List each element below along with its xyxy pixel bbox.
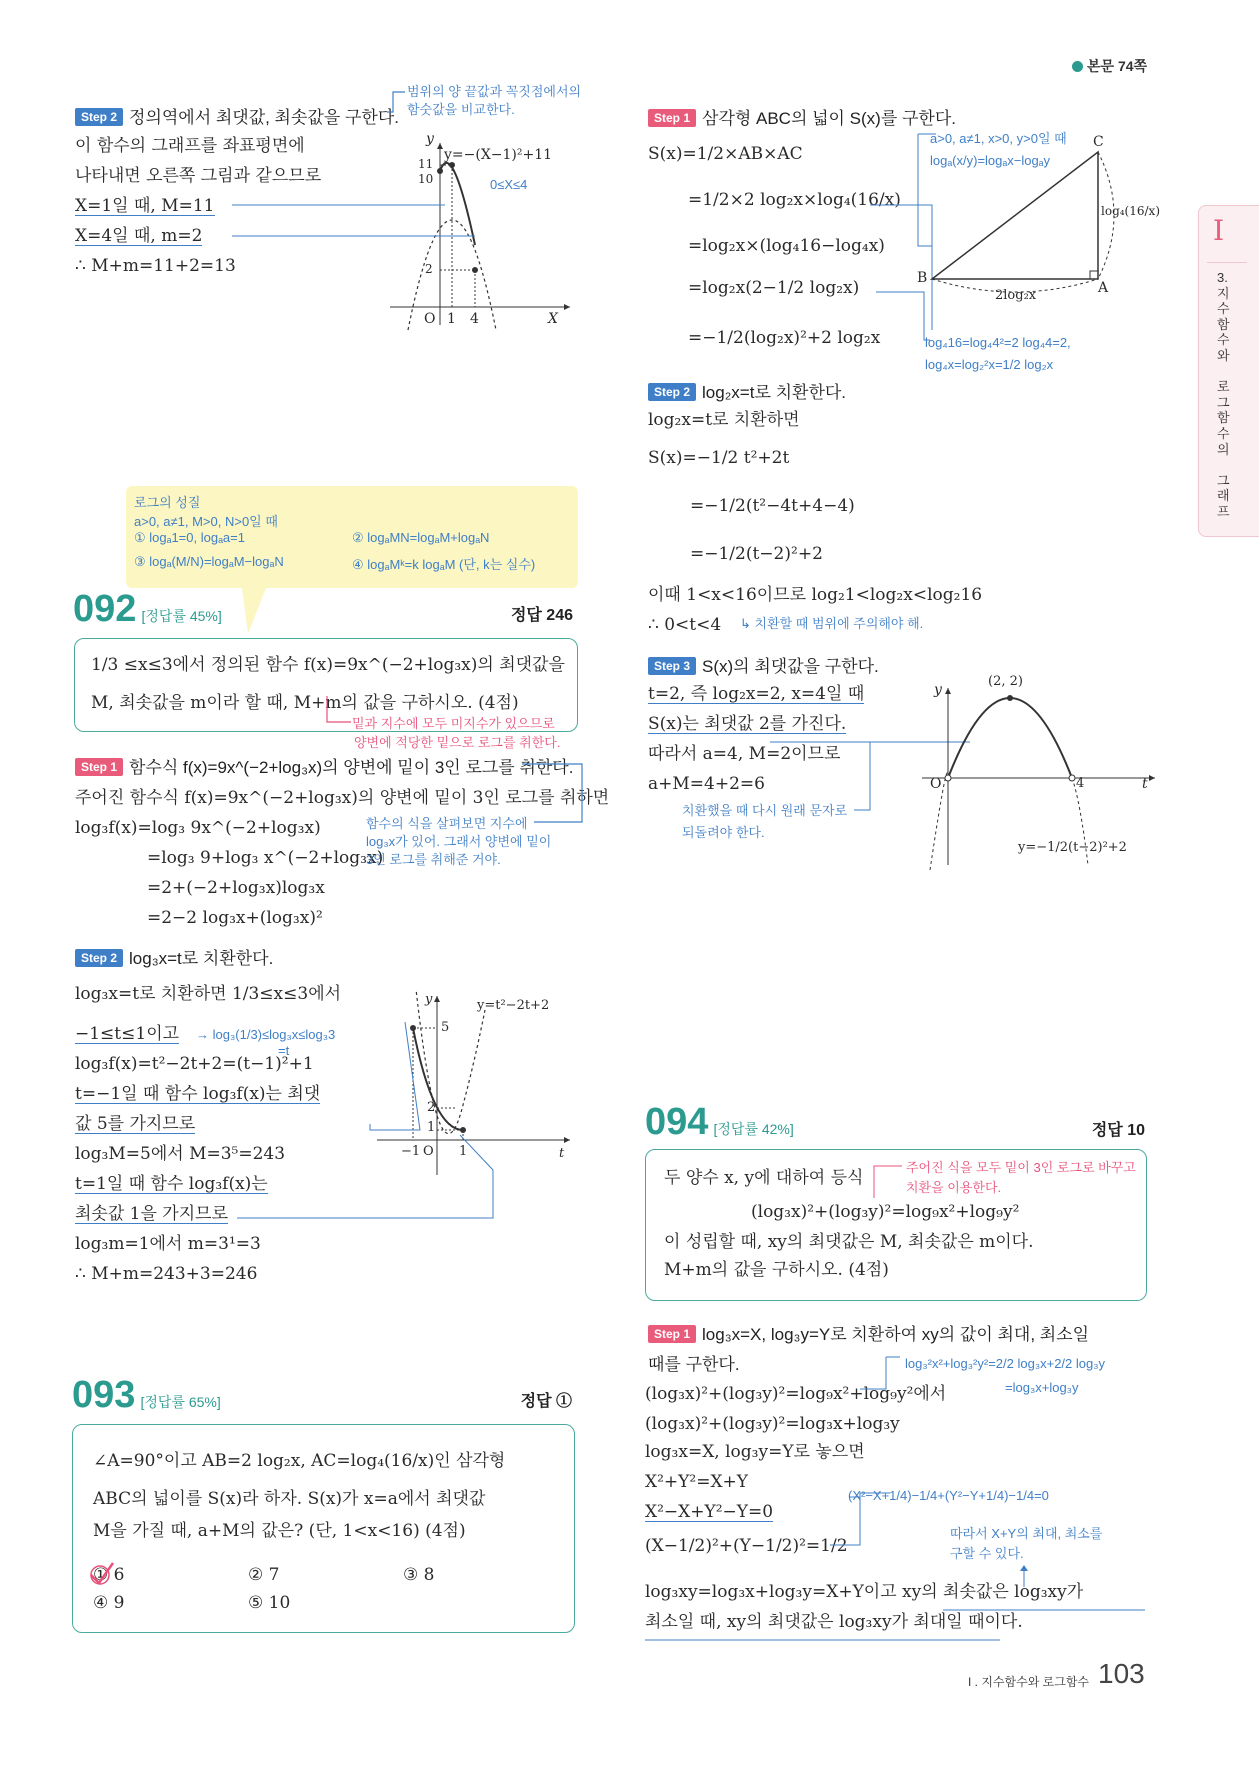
arrow-right-icon: → [196, 1027, 213, 1042]
accuracy-rate: [정답률 45%] [141, 608, 222, 624]
problem-093-box: ∠A=90°이고 AB=2 log₂x, AC=log₄(16/x)인 삼각형 ABC의 넓이를 S(x)라 하자. S(x)가 x=a에서 최댓값 M을 가질 때, a+M의 값은? (단, 1<x<16) (4점) ① 6 ② 7 ③ 8 ④ 9 ⑤ 10 [72, 1424, 575, 1633]
log-rule-note: a>0, a≠1, x>0, y>0일 때 logₐ(x/y)=logₐx−logₐy [930, 131, 1067, 168]
step-heading: Step 1 함수식 f(x)=9x^(−2+log₃x)의 양변에 밑이 3인 로그를 취한다. [75, 753, 573, 778]
connector-lines-1 [230, 170, 480, 250]
step-heading: Step 2 log₃x=t로 치환한다. [75, 944, 273, 969]
problem-094-hint: 주어진 식을 모두 밑이 3인 로그로 바꾸고 치환을 이용한다. [906, 1160, 1136, 1195]
range-note-t: =t [278, 1043, 290, 1058]
step-heading: Step 2 log₂x=t로 치환한다. [648, 378, 846, 403]
circle-icon [1072, 61, 1083, 72]
chapter-roman: I [1213, 214, 1225, 247]
step-badge: Step 1 [75, 758, 123, 776]
accuracy-rate: [정답률 42%] [713, 1121, 794, 1137]
log-value-note: log₄16=log₄4²=2 log₄4=2, log₄x=log₂²x=1/2 log₂x [925, 335, 1071, 372]
step-badge: Step 2 [75, 108, 123, 126]
problem-092-hint: 밑과 지수에 모두 미지수가 있으므로 양변에 적당한 밑으로 로그를 취한다. [352, 716, 561, 750]
range-note: → log₃(1/3)≤log₃x≤log₃3 [196, 1027, 336, 1042]
underline-decor [645, 1602, 1145, 1642]
problem-093-header [72, 1374, 572, 1417]
graph-2-labels: y 5 2 1 −1 O 1 t y=t²−2t+2 [401, 992, 565, 1161]
footer-section: I . 지수함수와 로그함수 [968, 1675, 1089, 1689]
hint-arrow [325, 694, 355, 728]
answer-label: 정답 10 [1091, 1122, 1145, 1139]
arrow-up-icon [1018, 1565, 1030, 1589]
problem-092-box: 1/3 ≤x≤3에서 정의된 함수 f(x)=9x^(−2+log₃x)의 최댓값을 M, 최솟값을 m이라 할 때, M+m의 값을 구하시오. (4점) [74, 638, 578, 732]
problem-094-box: 두 양수 x, y에 대하여 등식 (log₃x)²+(log₃y)²=log₉x²+log₉y² 이 성립할 때, xy의 최댓값은 M, 최솟값은 m이다. M+m의 값을 구하시오. (4점) [645, 1149, 1147, 1301]
choice-1[interactable]: ① 6 [93, 1565, 125, 1585]
problem-094-header [645, 1101, 1145, 1144]
step-heading: Step 1 log₃x=X, log₃y=Y로 치환하여 xy의 값이 최대, 최소일 [648, 1320, 1089, 1345]
note-arrow [520, 762, 590, 832]
note-arrow [385, 88, 409, 118]
back-substitute-note: 치환했을 때 다시 원래 문자로 되돌려야 한다. [682, 803, 848, 840]
connector-lines-4 [820, 1345, 920, 1565]
choice-2[interactable]: ② 7 [248, 1565, 280, 1585]
chapter-tab [1198, 205, 1259, 537]
checkmark-icon [87, 1561, 115, 1589]
hint-arrow [870, 1162, 910, 1202]
log-conversion-note: log₃²x²+log₃²y²=2/2 log₃x+2/2 log₃y =log₃x+log₃y [905, 1356, 1106, 1395]
step1-note: 함수의 식을 살펴보면 지수에 log₃x가 있어. 그래서 양변에 밑이 3인 로그를 취해준 거야. [366, 816, 552, 867]
step-heading: Step 3 S(x)의 최댓값을 구한다. [648, 652, 879, 677]
graph-3-labels: y (2, 2) O 4 t y=−1/2(t−2)²+2 [930, 674, 1148, 855]
choice-3[interactable]: ③ 8 [403, 1565, 435, 1585]
chapter-title: 3. 지 수 함 수 와 로 그 함 수 의 그 래 프 [1217, 270, 1230, 519]
choice-5[interactable]: ⑤ 10 [248, 1593, 291, 1613]
step-heading: Step 2 정의역에서 최댓값, 최솟값을 구한다. [75, 103, 399, 128]
step-heading: Step 1 삼각형 ABC의 넓이 S(x)를 구한다. [648, 104, 956, 129]
problem-number: 094 [645, 1101, 709, 1143]
problem-number: 092 [73, 588, 137, 630]
step-badge: Step 1 [648, 109, 696, 127]
step-badge: Step 1 [648, 1325, 696, 1343]
arrow-right-icon: ↳ [740, 616, 755, 631]
range-caution-note: ↳ 치환할 때 범위에 주의해야 해. [740, 616, 924, 631]
max-min-note: 따라서 X+Y의 최대, 최소를 구할 수 있다. [950, 1526, 1103, 1561]
problem-number: 093 [72, 1374, 136, 1416]
page-number: 103 [1098, 1658, 1145, 1689]
answer-label: 정답 246 [510, 607, 573, 624]
log-properties-box: 로그의 성질 a>0, a≠1, M>0, N>0일 때 ① logₐ1=0, logₐa=1 ② logₐMN=logₐM+logₐN ③ logₐ(M/N)=logₐM−logₐN ④ logₐMᵏ=k logₐM (단, k는 실수) [126, 486, 578, 588]
step-badge: Step 2 [75, 949, 123, 967]
connector-lines-2 [205, 1020, 505, 1220]
page-ref: 본문 74쪽 [1072, 56, 1147, 76]
step-badge: Step 3 [648, 657, 696, 675]
graph-1-labels: y 11 10 2 O 1 4 X y=−(X−1)²+11 0≤X≤4 [418, 131, 558, 327]
choice-4[interactable]: ④ 9 [93, 1593, 125, 1613]
problem-092-header [73, 588, 573, 631]
triangle-labels: C B A 2log₂x log₄(16/x) [917, 134, 1160, 303]
answer-label: 정답 ① [520, 1393, 572, 1410]
step-badge: Step 2 [648, 383, 696, 401]
step-note: 범위의 양 끝값과 꼭짓점에서의 함숫값을 비교한다. [407, 84, 582, 117]
step-heading-cont: 때를 구한다. [648, 1355, 740, 1374]
accuracy-rate: [정답률 65%] [140, 1394, 221, 1410]
completing-square-note: (X²−X+1/4)−1/4+(Y²−Y+1/4)−1/4=0 [848, 1488, 1049, 1503]
